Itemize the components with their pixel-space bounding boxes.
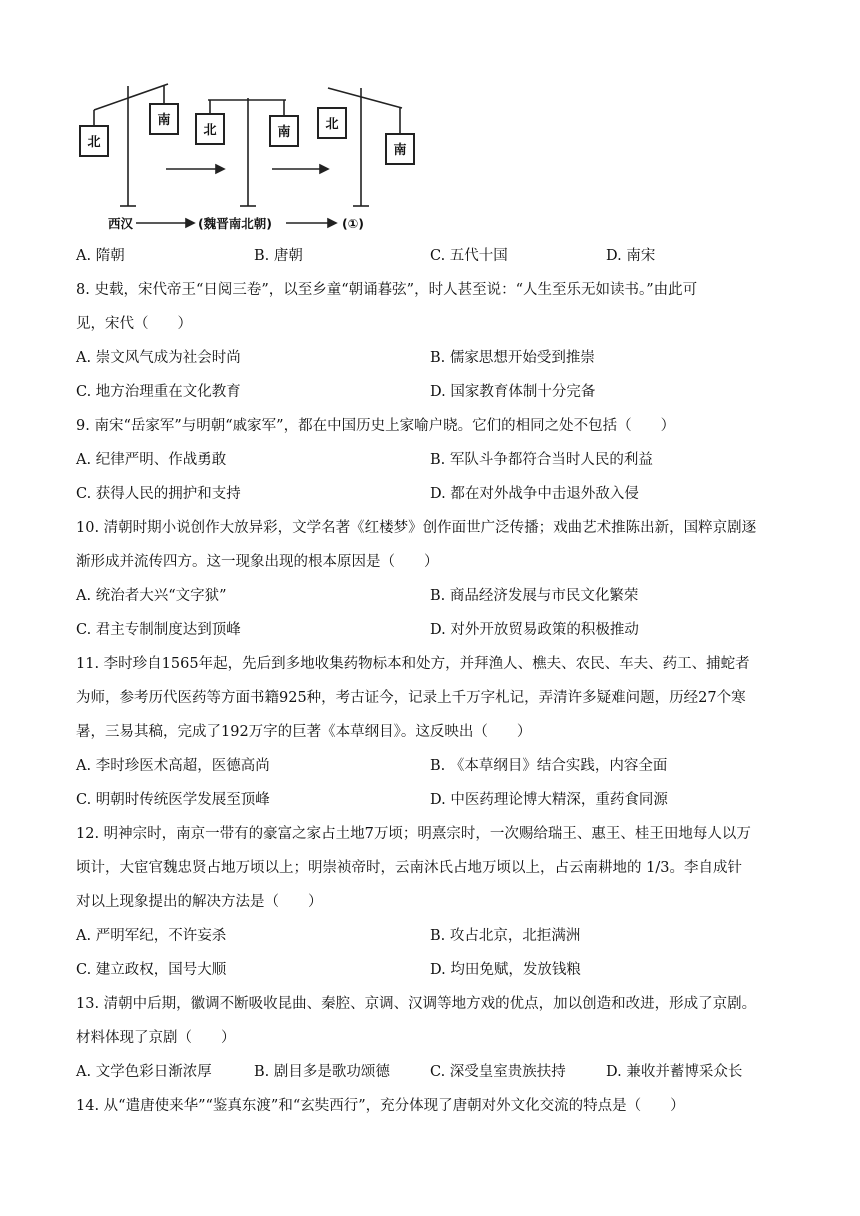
q13-stem-line-2: 材料体现了京剧（ ） [76, 1030, 236, 1046]
q8-option-c[interactable]: C. 地方治理重在文化教育 [76, 384, 241, 400]
q7-option-d[interactable]: D. 南宋 [606, 248, 656, 264]
q13-option-a[interactable]: A. 文学色彩日渐浓厚 [76, 1064, 212, 1080]
q11-option-a[interactable]: A. 李时珍医术高超，医德高尚 [76, 758, 270, 774]
q10-option-d[interactable]: D. 对外开放贸易政策的积极推动 [430, 622, 639, 638]
q8-stem-line-2: 见，宋代（ ） [76, 316, 192, 332]
box-label: 南 [277, 125, 291, 140]
box-label: 南 [393, 143, 407, 158]
q12-option-d[interactable]: D. 均田免赋，发放钱粮 [430, 962, 581, 978]
q11-stem-line-1: 11. 李时珍自1565年起，先后到多地收集药物标本和处方，并拜渔人、樵夫、农民、车夫、药工、捕蛇者 [76, 656, 750, 672]
q12-option-a[interactable]: A. 严明军纪，不许妄杀 [76, 928, 227, 944]
q12-stem-line-1: 12. 明神宗时，南京一带有的豪富之家占土地7万顷；明熹宗时，一次赐给瑞王、惠王、桂王田地每人以万 [76, 826, 751, 842]
q9-option-d[interactable]: D. 都在对外战争中击退外敌入侵 [430, 486, 639, 502]
q14-stem-line-1: 14. 从“遣唐使来华”“鉴真东渡”和“玄奘西行”，充分体现了唐朝对外文化交流的特点是（ ） [76, 1098, 685, 1114]
q9-option-b[interactable]: B. 军队斗争都符合当时人民的利益 [430, 452, 653, 468]
q12-option-b[interactable]: B. 攻占北京，北拒满洲 [430, 928, 581, 944]
balance-scales-figure [76, 78, 436, 238]
q8-stem-line-1: 8. 史载，宋代帝王“日阅三卷”，以至乡童“朝诵暮弦”，时人甚至说：“人生至乐无如读书。”由此可 [76, 282, 698, 298]
period-label: 西汉 [108, 216, 134, 231]
q13-option-b[interactable]: B. 剧目多是歌功颂德 [254, 1064, 390, 1080]
q7-option-a[interactable]: A. 隋朝 [76, 248, 125, 264]
q11-option-b[interactable]: B. 《本草纲目》结合实践，内容全面 [430, 758, 668, 774]
balance-diagram [76, 78, 436, 238]
q9-stem-line-1: 9. 南宋“岳家军”与明朝“戚家军”，都在中国历史上家喻户晓。它们的相同之处不包括（ ） [76, 418, 676, 434]
box-label: 北 [87, 135, 101, 150]
q10-option-a[interactable]: A. 统治者大兴“文字狱” [76, 588, 227, 604]
q8-option-a[interactable]: A. 崇文风气成为社会时尚 [76, 350, 241, 366]
q11-stem-line-3: 暑，三易其稿，完成了192万字的巨著《本草纲目》。这反映出（ ） [76, 724, 532, 740]
q7-option-b[interactable]: B. 唐朝 [254, 248, 303, 264]
q8-option-b[interactable]: B. 儒家思想开始受到推崇 [430, 350, 595, 366]
q11-option-c[interactable]: C. 明朝时传统医学发展至顶峰 [76, 792, 270, 808]
q12-stem-line-2: 顷计，大宦官魏忠贤占地万顷以上；明崇祯帝时，云南沐氏占地万顷以上，占云南耕地的 1/3。李自成针 [76, 860, 742, 876]
q7-option-c[interactable]: C. 五代十国 [430, 248, 508, 264]
q12-option-c[interactable]: C. 建立政权，国号大顺 [76, 962, 227, 978]
box-label: 北 [325, 117, 339, 132]
q9-option-c[interactable]: C. 获得人民的拥护和支持 [76, 486, 241, 502]
q11-option-d[interactable]: D. 中医药理论博大精深，重药食同源 [430, 792, 668, 808]
box-label: 南 [157, 113, 171, 128]
q13-stem-line-1: 13. 清朝中后期，徽调不断吸收昆曲、秦腔、京调、汉调等地方戏的优点，加以创造和改进，形成了京剧。 [76, 996, 757, 1012]
q10-stem-line-2: 渐形成并流传四方。这一现象出现的根本原因是（ ） [76, 554, 439, 570]
q10-option-c[interactable]: C. 君主专制制度达到顶峰 [76, 622, 241, 638]
q10-option-b[interactable]: B. 商品经济发展与市民文化繁荣 [430, 588, 639, 604]
period-label: (①) [342, 216, 365, 231]
q8-option-d[interactable]: D. 国家教育体制十分完备 [430, 384, 596, 400]
q9-option-a[interactable]: A. 纪律严明、作战勇敢 [76, 452, 227, 468]
q11-stem-line-2: 为师，参考历代医药等方面书籍925种，考古证今，记录上千万字札记，弄清许多疑难问题，历经27个寒 [76, 690, 746, 706]
q13-option-d[interactable]: D. 兼收并蓄博采众长 [606, 1064, 743, 1080]
q13-option-c[interactable]: C. 深受皇室贵族扶持 [430, 1064, 566, 1080]
period-label: (魏晋南北朝) [198, 216, 272, 231]
q10-stem-line-1: 10. 清朝时期小说创作大放异彩，文学名著《红楼梦》创作面世广泛传播；戏曲艺术推陈出新，国粹京剧逐 [76, 520, 757, 536]
q12-stem-line-3: 对以上现象提出的解决方法是（ ） [76, 894, 323, 910]
box-label: 北 [203, 123, 217, 138]
